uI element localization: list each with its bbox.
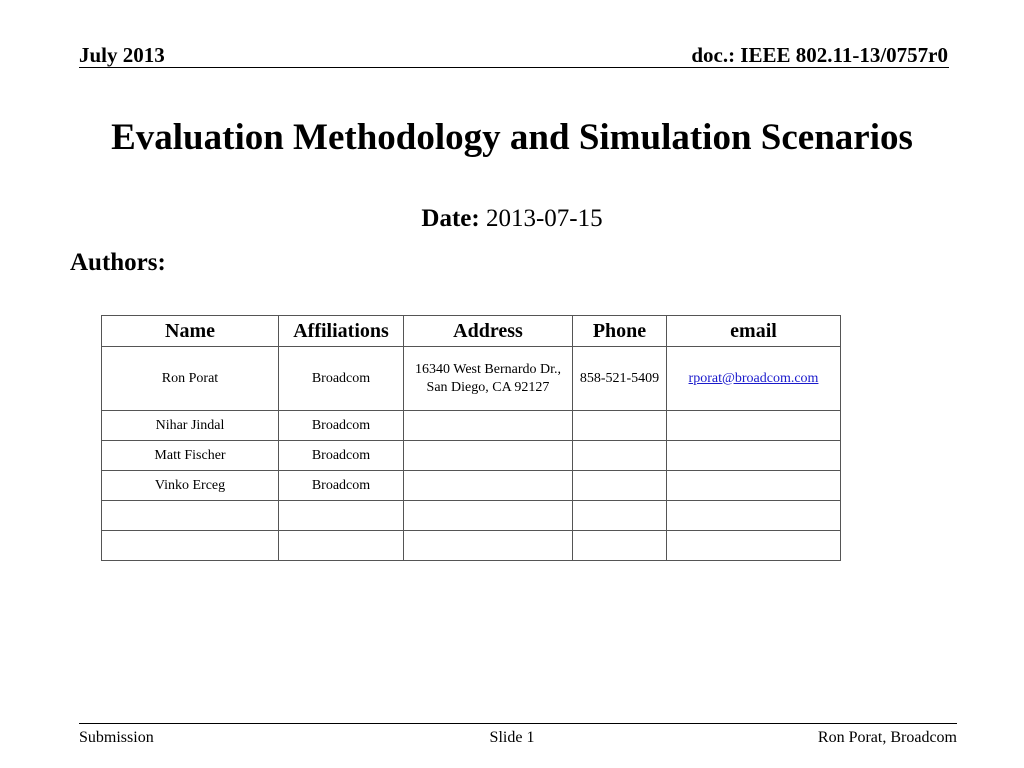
authors-table <box>101 315 841 561</box>
cell-name: Vinko Erceg <box>102 471 279 501</box>
cell-phone <box>573 531 667 561</box>
cell-affiliation: Broadcom <box>279 471 404 501</box>
cell-phone <box>573 471 667 501</box>
cell-email <box>667 441 841 471</box>
col-header-email: email <box>667 316 841 347</box>
date-line <box>0 203 1024 235</box>
cell-phone <box>573 501 667 531</box>
cell-address <box>404 531 573 561</box>
cell-address <box>404 501 573 531</box>
cell-email <box>667 471 841 501</box>
header-date: July 2013 <box>79 43 165 67</box>
footer-divider <box>79 723 957 724</box>
cell-email <box>667 501 841 531</box>
table-row <box>102 471 841 501</box>
cell-name: Nihar Jindal <box>102 411 279 441</box>
cell-affiliation <box>279 531 404 561</box>
col-header-affiliations: Affiliations <box>279 316 404 347</box>
table-row <box>102 441 841 471</box>
cell-address <box>404 441 573 471</box>
cell-phone <box>573 411 667 441</box>
col-header-phone: Phone <box>573 316 667 347</box>
cell-phone <box>573 441 667 471</box>
cell-name: Matt Fischer <box>102 441 279 471</box>
cell-email <box>667 531 841 561</box>
cell-address: 16340 West Bernardo Dr., San Diego, CA 92127 <box>404 347 573 411</box>
cell-email <box>667 347 841 411</box>
footer-slide-number: Slide 1 <box>489 729 535 746</box>
cell-name <box>102 501 279 531</box>
table-row <box>102 411 841 441</box>
table-header-row <box>102 316 841 347</box>
email-link[interactable]: rporat@broadcom.com <box>688 370 819 386</box>
cell-affiliation <box>279 501 404 531</box>
col-header-address: Address <box>404 316 573 347</box>
slide-title: Evaluation Methodology and Simulation Scenarios <box>111 117 913 158</box>
cell-name <box>102 531 279 561</box>
cell-phone: 858-521-5409 <box>573 347 667 411</box>
date-label: Date: <box>421 205 480 232</box>
date-value: 2013-07-15 <box>485 205 603 232</box>
cell-affiliation: Broadcom <box>279 411 404 441</box>
header-divider <box>79 67 949 68</box>
col-header-name: Name <box>102 316 279 347</box>
table-row <box>102 531 841 561</box>
cell-address <box>404 471 573 501</box>
cell-address <box>404 411 573 441</box>
cell-name: Ron Porat <box>102 347 279 411</box>
table-row <box>102 501 841 531</box>
footer-submission: Submission <box>79 729 154 746</box>
footer-author: Ron Porat, Broadcom <box>817 729 957 746</box>
authors-heading: Authors: <box>70 249 166 276</box>
table-row <box>102 347 841 411</box>
cell-affiliation: Broadcom <box>279 347 404 411</box>
cell-email <box>667 411 841 441</box>
cell-affiliation: Broadcom <box>279 441 404 471</box>
header-doc-id: doc.: IEEE 802.11-13/0757r0 <box>691 43 948 67</box>
